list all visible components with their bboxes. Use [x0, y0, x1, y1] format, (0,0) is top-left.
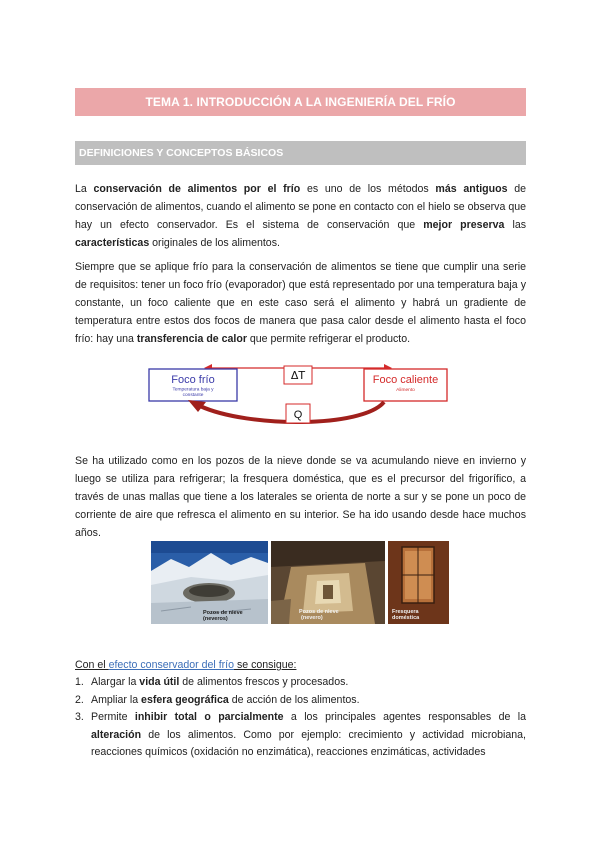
- photo-strip: [151, 541, 449, 624]
- heat-transfer-diagram: [148, 362, 448, 427]
- delta-t-label: ΔT: [290, 369, 306, 382]
- topic-title: TEMA 1. INTRODUCCIÓN A LA INGENIERÍA DEL FRÍO: [145, 95, 456, 109]
- cold-effect-link[interactable]: efecto conservador del frío: [108, 659, 235, 671]
- list-item: [75, 709, 526, 762]
- benefits-intro: [75, 658, 296, 672]
- snow-pit-photo: [151, 541, 268, 624]
- bold-run: mejor preserva: [423, 219, 505, 231]
- bold-run: más antiguos: [435, 183, 508, 195]
- text-run: a los principales agentes responsables de la: [283, 711, 526, 723]
- text-run: que permite refrigerar el producto.: [246, 333, 411, 345]
- paragraph-history: [75, 452, 526, 542]
- photo-caption-2b: (nevero): [301, 615, 323, 621]
- photo-caption-2a: Pozos de nieve: [299, 609, 339, 615]
- text-run: de conservación de alimentos, cuando el alimento se pone en contacto con el hielo se observa que hay un efecto conservador. Es el sistema de conservación que: [75, 183, 527, 231]
- paragraph-requirements: [75, 258, 526, 348]
- text-run: de alimentos frescos y procesados.: [179, 676, 349, 688]
- benefits-intro-post: se consigue:: [234, 659, 297, 671]
- benefits-list: [75, 674, 526, 762]
- section-heading: DEFINICIONES Y CONCEPTOS BÁSICOS: [79, 147, 284, 159]
- text-run: originales de los alimentos.: [149, 237, 280, 249]
- text-run: las: [504, 219, 527, 231]
- cold-focus-sub2: constante: [182, 393, 204, 398]
- hot-focus-sub: Alimento: [396, 388, 415, 393]
- bold-run: alteración: [91, 728, 142, 741]
- cold-focus-label: Foco frío: [171, 374, 215, 386]
- list-item: [75, 674, 526, 692]
- paragraph-intro: [75, 180, 526, 252]
- home-cooler-image: [388, 541, 449, 624]
- list-number: 1.: [75, 676, 84, 688]
- benefits-intro-pre: Con el: [75, 659, 109, 671]
- text-run: es uno de los métodos: [300, 183, 436, 195]
- snow-well-photo: [271, 541, 385, 624]
- bold-run: características: [75, 237, 150, 249]
- q-label: Q: [293, 409, 303, 421]
- photo-caption-3a: Fresquera: [392, 609, 419, 615]
- list-number: 2.: [75, 693, 84, 706]
- hot-focus-label: Foco caliente: [372, 374, 439, 386]
- section-heading-bar: [75, 141, 526, 165]
- snow-well-image: [271, 541, 385, 624]
- text-run: Se ha utilizado como en los pozos de la nieve donde se va acumulando nieve en invierno y luego se utiliza para refrigerar; la fresquera doméstica, que es el precursor del frigorífico, a través de unas mallas que tiene a los laterales se orienta de norte a sur y se pone un poco de corriente de aire que refresca el alimento en su interior. Se ha ido usando desde hace muchos años.: [75, 455, 526, 539]
- text-run: Alargar la: [91, 676, 140, 688]
- home-cooler-photo: [388, 541, 449, 624]
- snow-pit-image: [151, 541, 268, 624]
- text-run: Permite: [91, 711, 135, 723]
- text-run: de los alimentos. Como por ejemplo: crecimiento y actividad microbiana, reacciones químicos (oxidación no enzimática), reacciones enzimáticas, actividades: [91, 728, 526, 758]
- text-run: Ampliar la: [91, 693, 142, 706]
- bold-run: esfera geográfica: [141, 693, 229, 706]
- bold-run: vida útil: [139, 676, 180, 688]
- text-run: La: [75, 183, 94, 195]
- text-run: de acción de los alimentos.: [228, 693, 360, 706]
- text-run: Siempre que se aplique frío para la conservación de alimentos se tiene que cumplir una serie de requisitos: tener un foco frío (evaporador) que está representado por una temperatura baja y constante, un foco caliente que en este caso será el alimento y habrá un gradiente de temperatura entre estos dos focos de manera que pasa calor desde el alimento hasta el foco frío: hay una: [75, 261, 526, 345]
- bold-run: transferencia de calor: [136, 333, 247, 345]
- bold-run: inhibir total o parcialmente: [134, 711, 284, 723]
- photo-caption-1a: Pozos de nieve: [203, 610, 243, 616]
- photo-caption-1b: (neveros): [203, 616, 228, 622]
- photo-caption-3b: doméstica: [392, 615, 420, 621]
- list-item: [75, 692, 526, 710]
- bold-run: conservación de alimentos por el frío: [93, 183, 301, 195]
- cold-focus-sub1: Temperatura baja y: [172, 387, 214, 393]
- topic-title-bar: [75, 88, 526, 116]
- list-number: 3.: [75, 711, 84, 723]
